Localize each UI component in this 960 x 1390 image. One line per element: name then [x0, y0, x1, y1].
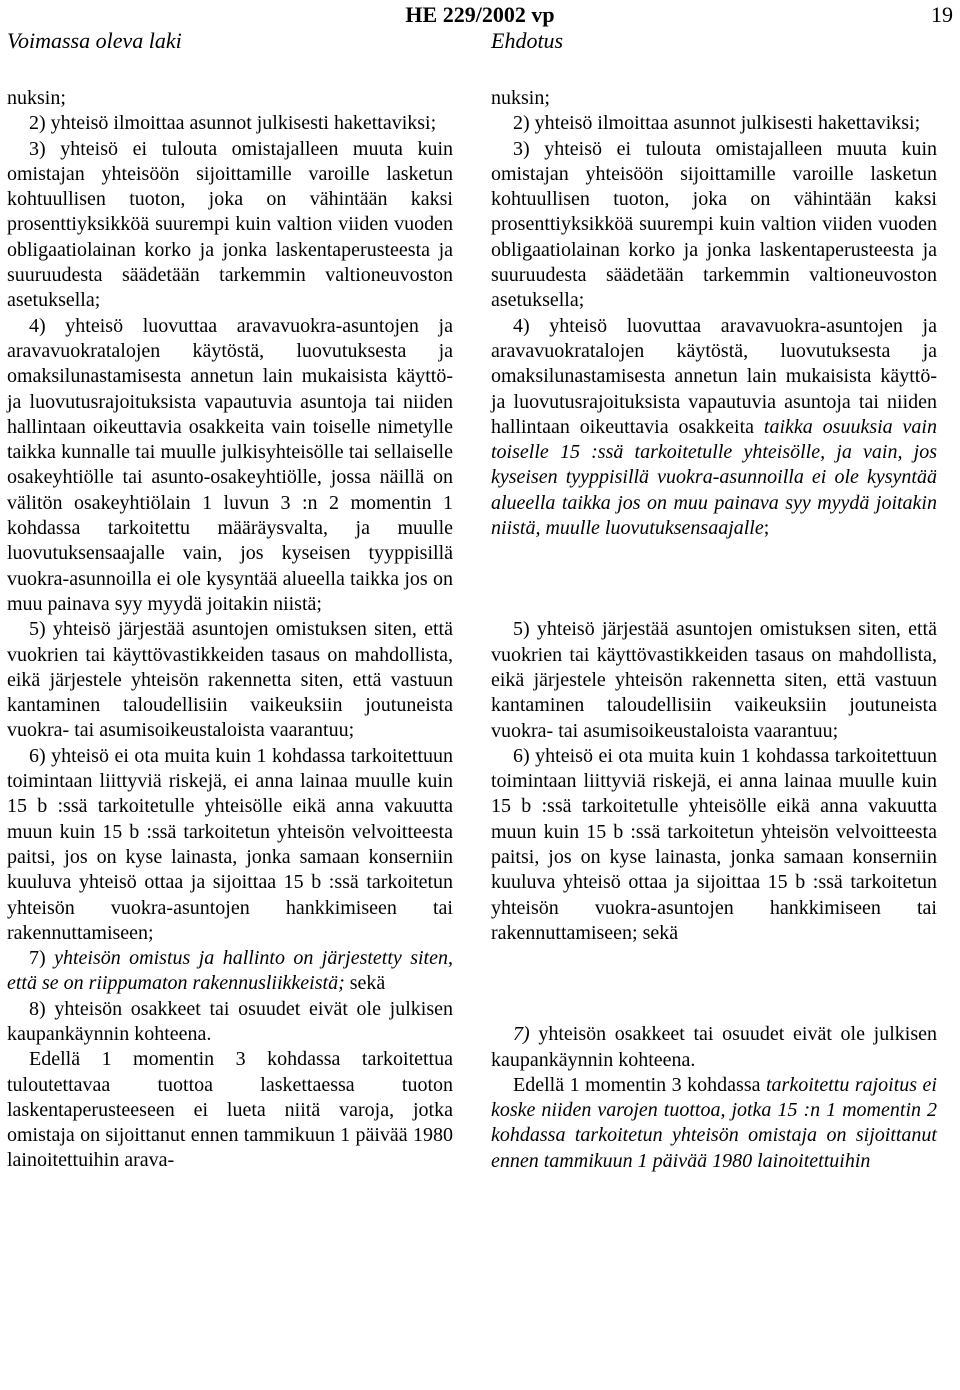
proposal-column	[491, 86, 937, 1174]
page-number: 19	[931, 2, 953, 27]
paragraph-item-6: 6) yhteisö ei ota muita kuin 1 kohdassa tarkoitettuun toimintaan liittyviä riskejä, ei anna lainaa muulle kuin 15 b :ssä tarkoitetulle yhteisölle eikä anna vakuutta muun kuin 15 b :ssä tarkoitetun yhteisön velvoitteesta paitsi, jos on kyse lainasta, jonka samaan konserniin kuuluva yhteisö ottaa ja sijoittaa 15 b :ssä tarkoitetun yhteisön vuokra-asuntojen hankkimiseen tai rakennuttamiseen;	[7, 744, 453, 944]
spacer	[491, 946, 937, 1022]
paragraph-item-5: 5) yhteisö järjestää asuntojen omistuksen siten, että vuokrien tai käyttövastikkeiden tasaus on mahdollista, eikä järjestele yhteisön rakennetta siten, että vastuun kantaminen taloudellisiin vaikeuksiin joutuneista vuokra- tai asumisoikeustaloista vaarantuu;	[7, 618, 453, 742]
page-header	[0, 0, 960, 70]
paragraph-item-2: 2) yhteisö ilmoittaa asunnot julkisesti hakettaviksi;	[29, 112, 437, 135]
item-7-italic-text: yhteisön omistus ja hallinto on järjestetty siten, että se on riippumaton rakennusliikkeistä;	[7, 947, 453, 995]
paragraph-item-3: 3) yhteisö ei tulouta omistajalleen muuta kuin omistajan yhteisöön sijoittamille varoille lasketun kohtuullisen tuoton, joka on vähintään kaksi prosenttiyksikköä suurempi kuin valtion viiden vuoden obligaatiolainan korko ja jonka laskentaperusteesta ja suuruudesta säädetään tarkemmin valtioneuvoston asetuksella;	[7, 137, 453, 312]
item-7-end: sekä	[344, 972, 386, 995]
paragraph-moment-2	[491, 1073, 937, 1174]
item-4-end: ;	[763, 517, 770, 540]
item-4-plain-text: 4) yhteisö luovuttaa aravavuokra-asuntojen ja aravavuokratalojen käytöstä, luovutuksesta ja omaksilunastamisesta annetun lain mukaisista käyttö- ja luovutusrajoituksista vapautuvia asuntoja tai niiden hallintaan oikeuttavia osakkeita	[491, 314, 937, 438]
paragraph-item-4	[491, 314, 937, 542]
paragraph-continuation: nuksin;	[491, 87, 550, 109]
paragraph-moment-2: Edellä 1 momentin 3 kohdassa tarkoitettua tuloutettavaa tuottoa laskettaessa tuoton laskentaperusteeseen ei lueta niitä varoja, jotka omistaja on sijoittanut ennen tammikuun 1 päivää 1980 lainoitettuihin arava-	[7, 1048, 453, 1172]
current-law-column	[7, 86, 453, 1174]
item-7-number: 7)	[513, 1023, 530, 1046]
paragraph-item-7	[491, 1022, 937, 1073]
paragraph-item-4: 4) yhteisö luovuttaa aravavuokra-asuntojen ja aravavuokratalojen käytöstä, luovutuksesta ja omaksilunastamisesta annetun lain mukaisista käyttö- ja luovutusrajoituksista vapautuvia asuntoja tai niiden hallintaan oikeuttavia osakkeita vain toiselle nimetylle taikka kunnalle tai muulle julkisyhteisölle tai sellaiselle osakeyhtiölle tai asunto-osakeyhtiölle, jossa näillä on välitön osakeyhtiölain 1 luvun 3 :n 2 momentin 1 kohdassa tarkoitettu määräysvalta, ja muulle luovutuksensaajalle vain, jos kyseisen tyyppisillä vuokra-asunnoilla ei ole kysyntää alueella taikka jos on muu painava syy myydä joitakin niistä;	[7, 314, 453, 615]
right-column-heading: Ehdotus	[491, 28, 564, 53]
paragraph-item-7	[7, 946, 453, 997]
moment-2-plain-text: Edellä 1 momentin 3 kohdassa	[513, 1073, 766, 1096]
item-7-number: 7)	[29, 947, 55, 970]
paragraph-item-5: 5) yhteisö järjestää asuntojen omistuksen siten, että vuokrien tai käyttövastikkeiden tasaus on mahdollista, eikä järjestele yhteisön rakennetta siten, että vastuun kantaminen taloudellisiin vaikeuksiin joutuneista vuokra- tai asumisoikeustaloista vaarantuu;	[491, 618, 937, 742]
left-column-heading: Voimassa oleva laki	[7, 28, 182, 53]
moment-2-italic-text: tarkoitettu rajoitus ei koske niiden varojen tuottoa, jotka 15 :n 1 momentin 2 kohdassa tarkoitetun yhteisön omistaja on sijoittanut ennen tammikuun 1 päivää 1980 lainoitettuihin	[491, 1073, 937, 1172]
paragraph-item-3: 3) yhteisö ei tulouta omistajalleen muuta kuin omistajan yhteisöön sijoittamille varoille lasketun kohtuullisen tuoton, joka on vähintään kaksi prosenttiyksikköä suurempi kuin valtion viiden vuoden obligaatiolainan korko ja jonka laskentaperusteesta ja suuruudesta säädetään tarkemmin valtioneuvoston asetuksella;	[491, 137, 937, 312]
paragraph-item-8: 8) yhteisön osakkeet tai osuudet eivät ole julkisen kaupankäynnin kohteena.	[7, 997, 453, 1045]
document-id: HE 229/2002 vp	[405, 2, 555, 27]
item-7-text: yhteisön osakkeet tai osuudet eivät ole julkisen kaupankäynnin kohteena.	[491, 1023, 937, 1071]
paragraph-item-2: 2) yhteisö ilmoittaa asunnot julkisesti hakettaviksi;	[513, 112, 921, 135]
item-4-italic-text: taikka osuuksia vain toiselle 15 :ssä tarkoitetulle yhteisölle, ja vain, jos kyseisen tyyppisillä vuokra-asunnoilla ei ole kysyntää alueella taikka jos on muu painava syy myydä joitakin niistä, muulle luovutuksensaajalle	[491, 415, 937, 540]
paragraph-continuation: nuksin;	[7, 87, 66, 109]
paragraph-item-6: 6) yhteisö ei ota muita kuin 1 kohdassa tarkoitettuun toimintaan liittyviä riskejä, ei anna lainaa muulle kuin 15 b :ssä tarkoitetulle yhteisölle eikä anna vakuutta muun kuin 15 b :ssä tarkoitetun yhteisön velvoitteesta paitsi, jos on kyse lainasta, jonka samaan konserniin kuuluva yhteisö ottaa ja sijoittaa 15 b :ssä tarkoitetun yhteisön vuokra-asuntojen hankkimiseen tai rakennuttamiseen; sekä	[491, 744, 937, 944]
spacer	[491, 541, 937, 617]
